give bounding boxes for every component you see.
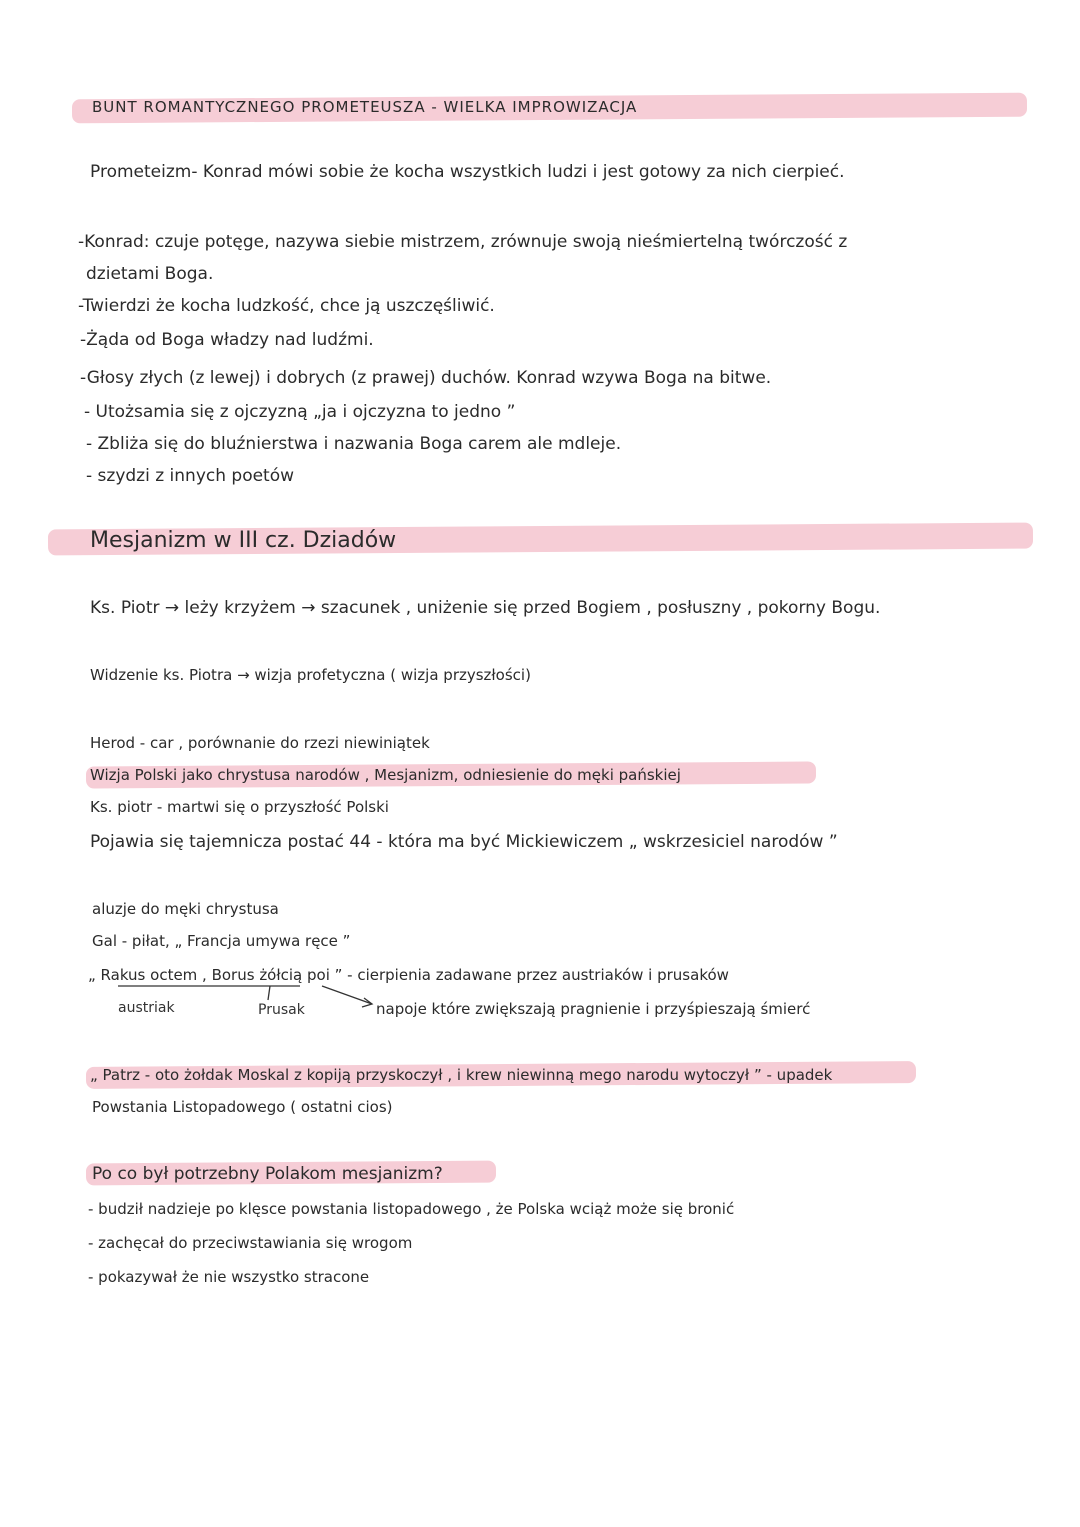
page-title: BUNT ROMANTYCZNEGO PROMETEUSZA - WIELKA IMPROWIZACJA: [92, 98, 638, 116]
list-item: - zachęcał do przeciwstawiania się wrogom: [88, 1234, 413, 1252]
herod-line: Herod - car , porównanie do rzezi niewiniątek: [90, 734, 430, 752]
list-item: -Żąda od Boga władzy nad ludźmi.: [80, 330, 374, 350]
question-line: Po co był potrzebny Polakom mesjanizm?: [92, 1164, 443, 1184]
austriak-note: austriak: [118, 1000, 175, 1016]
list-item: dzietami Boga.: [86, 264, 214, 284]
piotr-line: Ks. Piotr → leży krzyżem → szacunek , uniżenie się przed Bogiem , posłuszny , pokorny Bogu.: [90, 598, 881, 618]
list-item: -Twierdzi że kocha ludzkość, chce ją uszczęśliwić.: [78, 296, 495, 316]
napoje-line: napoje które zwiększają pragnienie i przyśpieszają śmierć: [376, 1000, 811, 1018]
list-item: - budził nadzieje po klęsce powstania listopadowego , że Polska wciąż może się bronić: [88, 1200, 735, 1218]
patrz-line-2: Powstania Listopadowego ( ostatni cios): [92, 1098, 393, 1116]
wizja-line: Wizja Polski jako chrystusa narodów , Mesjanizm, odniesienie do męki pańskiej: [90, 766, 681, 784]
list-item: -Konrad: czuje potęge, nazywa siebie mistrzem, zrównuje swoją nieśmiertelną twórczość z: [78, 232, 848, 252]
section-heading: Mesjanizm w III cz. Dziadów: [90, 528, 397, 553]
list-item: - Zbliża się do bluźnierstwa i nazwania Boga carem ale mdleje.: [86, 434, 622, 454]
widzenie-line: Widzenie ks. Piotra → wizja profetyczna ( wizja przyszłości): [90, 666, 531, 684]
prometeizm-line: Prometeizm- Konrad mówi sobie że kocha wszystkich ludzi i jest gotowy za nich cierpieć.: [90, 162, 845, 182]
list-item: - Utożsamia się z ojczyzną „ja i ojczyzna to jedno ”: [84, 402, 516, 422]
postac-line: Pojawia się tajemnicza postać 44 - która ma być Mickiewiczem „ wskrzesiciel narodów ”: [90, 832, 838, 852]
martwi-line: Ks. piotr - martwi się o przyszłość Polski: [90, 798, 389, 816]
list-item: - pokazywał że nie wszystko stracone: [88, 1268, 370, 1286]
list-item: - szydzi z innych poetów: [86, 466, 295, 486]
aluzje-line: aluzje do męki chrystusa: [92, 900, 279, 918]
list-item: -Głosy złych (z lewej) i dobrych (z prawej) duchów. Konrad wzywa Boga na bitwe.: [80, 368, 772, 388]
gal-line: Gal - piłat, „ Francja umywa ręce ”: [92, 932, 351, 950]
patrz-line-1: „ Patrz - oto żołdak Moskal z kopiją przyskoczył , i krew niewinną mego narodu wytoczył ” - upadek: [90, 1066, 833, 1084]
rakus-line: „ Rakus octem , Borus żółcią poi ” - cierpienia zadawane przez austriaków i prusaków: [88, 966, 729, 984]
prusak-note: Prusak: [258, 1002, 305, 1018]
